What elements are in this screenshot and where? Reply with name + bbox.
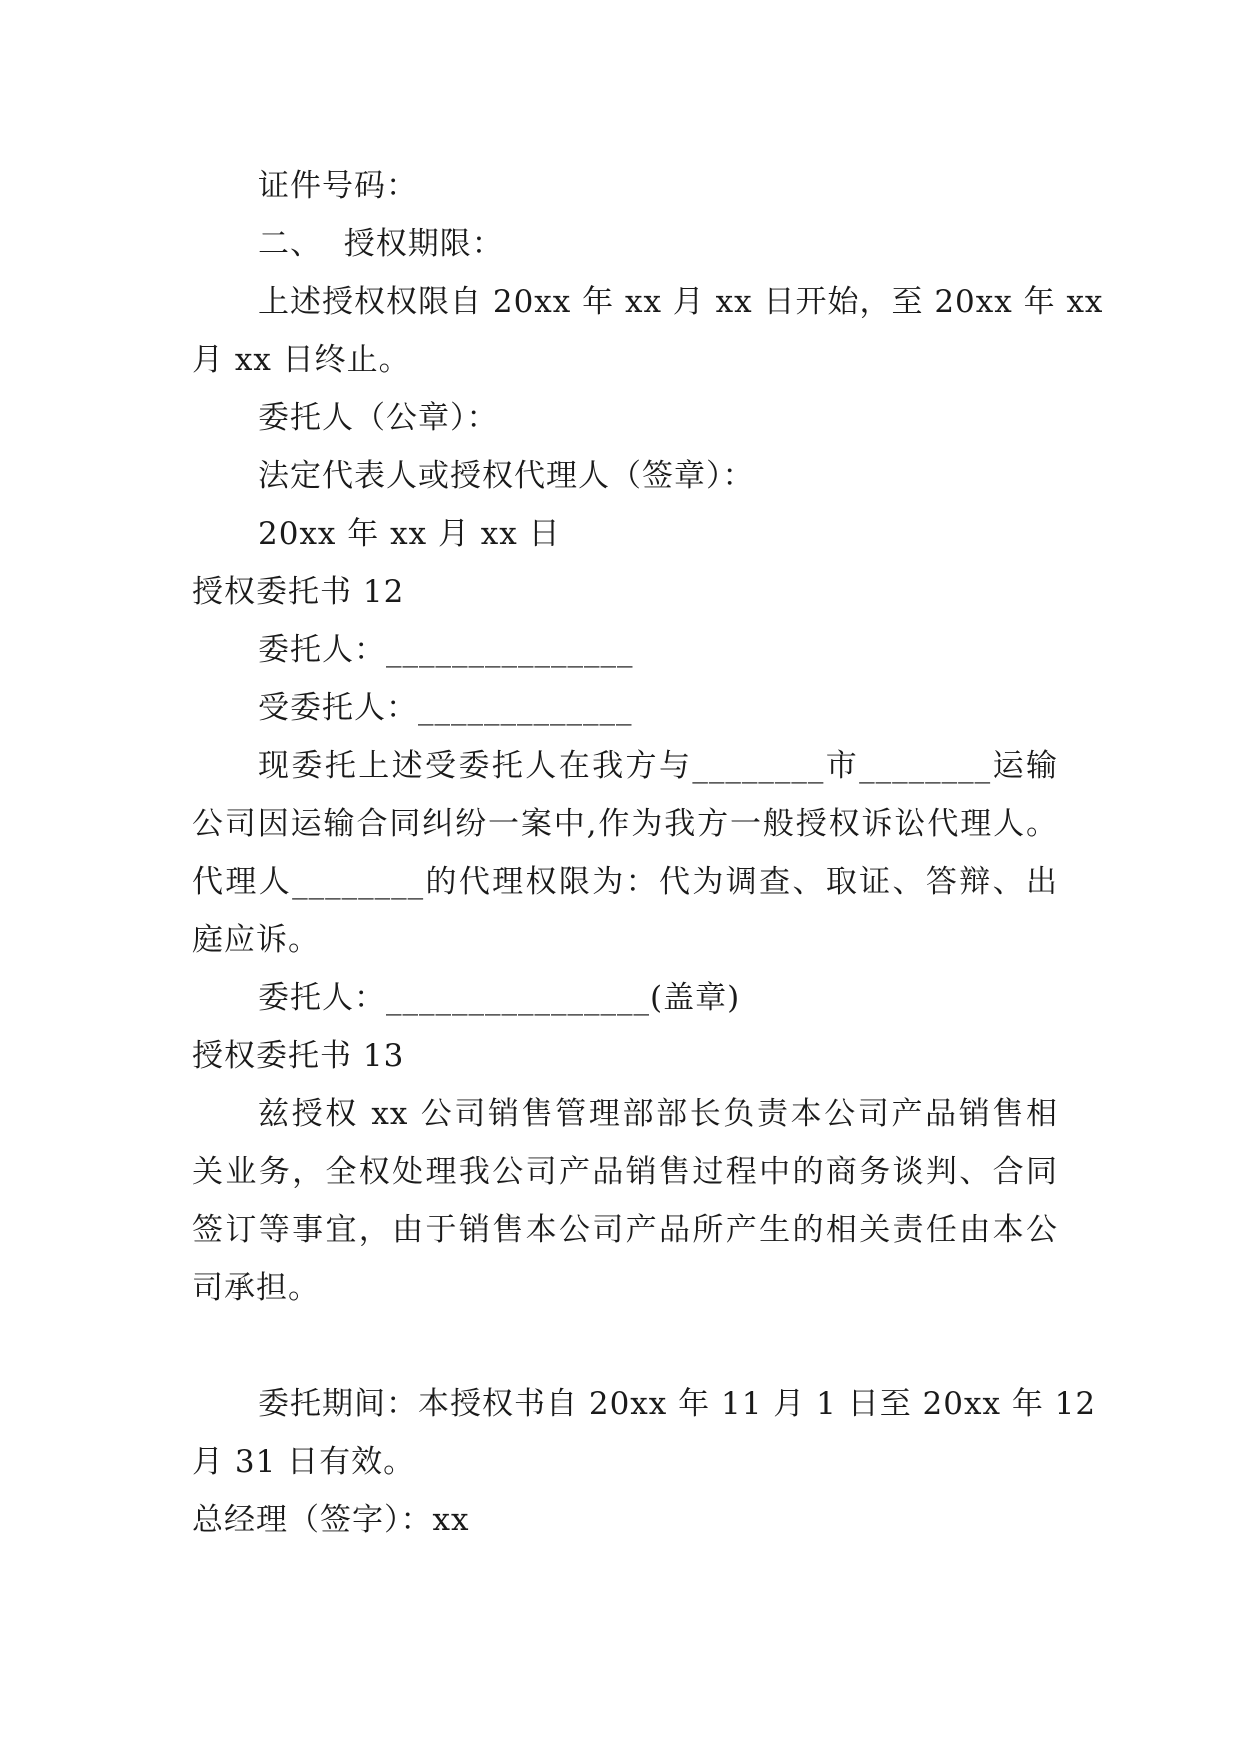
heading-power-of-attorney-13: 授权委托书 13 [192,1038,405,1074]
mandate-paragraph-line-4: 庭应诉。 [192,922,320,958]
authorization-paragraph-line-4: 司承担。 [192,1270,320,1306]
principal-seal-label: 委托人（公章）： [258,400,499,436]
term-paragraph-line-1: 上述授权权限自 20xx 年 xx 月 xx 日开始，至 20xx 年 xx [258,284,1104,320]
term-paragraph-line-2: 月 xx 日终止。 [192,342,411,378]
representative-signature-label: 法定代表人或授权代理人（签章）： [258,458,755,494]
authorization-paragraph-line-3: 签订等事宜，由于销售本公司产品所产生的相关责任由本公 [192,1212,1058,1248]
authorization-paragraph-line-2: 关业务，全权处理我公司产品销售过程中的商务谈判、合同 [192,1154,1058,1190]
validity-paragraph-line-2: 月 31 日有效。 [192,1444,416,1480]
section-heading-term: 二、 授权期限： [258,226,504,262]
validity-paragraph-line-1: 委托期间：本授权书自 20xx 年 11 月 1 日至 20xx 年 12 [258,1386,1097,1422]
mandate-paragraph-line-2: 公司因运输合同纠纷一案中,作为我方一般授权诉讼代理人。 [192,806,1058,842]
mandate-paragraph-line-3: 代理人________的代理权限为：代为调查、取证、答辩、出 [192,864,1058,900]
signing-date: 20xx 年 xx 月 xx 日 [258,516,561,552]
id-number-label: 证件号码： [258,168,418,204]
general-manager-signature: 总经理（签字）：xx [192,1502,470,1538]
authorization-paragraph-line-1: 兹授权 xx 公司销售管理部部长负责本公司产品销售相 [258,1096,1058,1132]
principal-field: 委托人：_______________ [258,632,634,668]
mandate-paragraph-line-1: 现委托上述受委托人在我方与________市________运输 [258,748,1058,784]
agent-field: 受委托人：_____________ [258,690,633,726]
principal-seal-field: 委托人：________________(盖章) [258,980,741,1016]
heading-power-of-attorney-12: 授权委托书 12 [192,574,405,610]
